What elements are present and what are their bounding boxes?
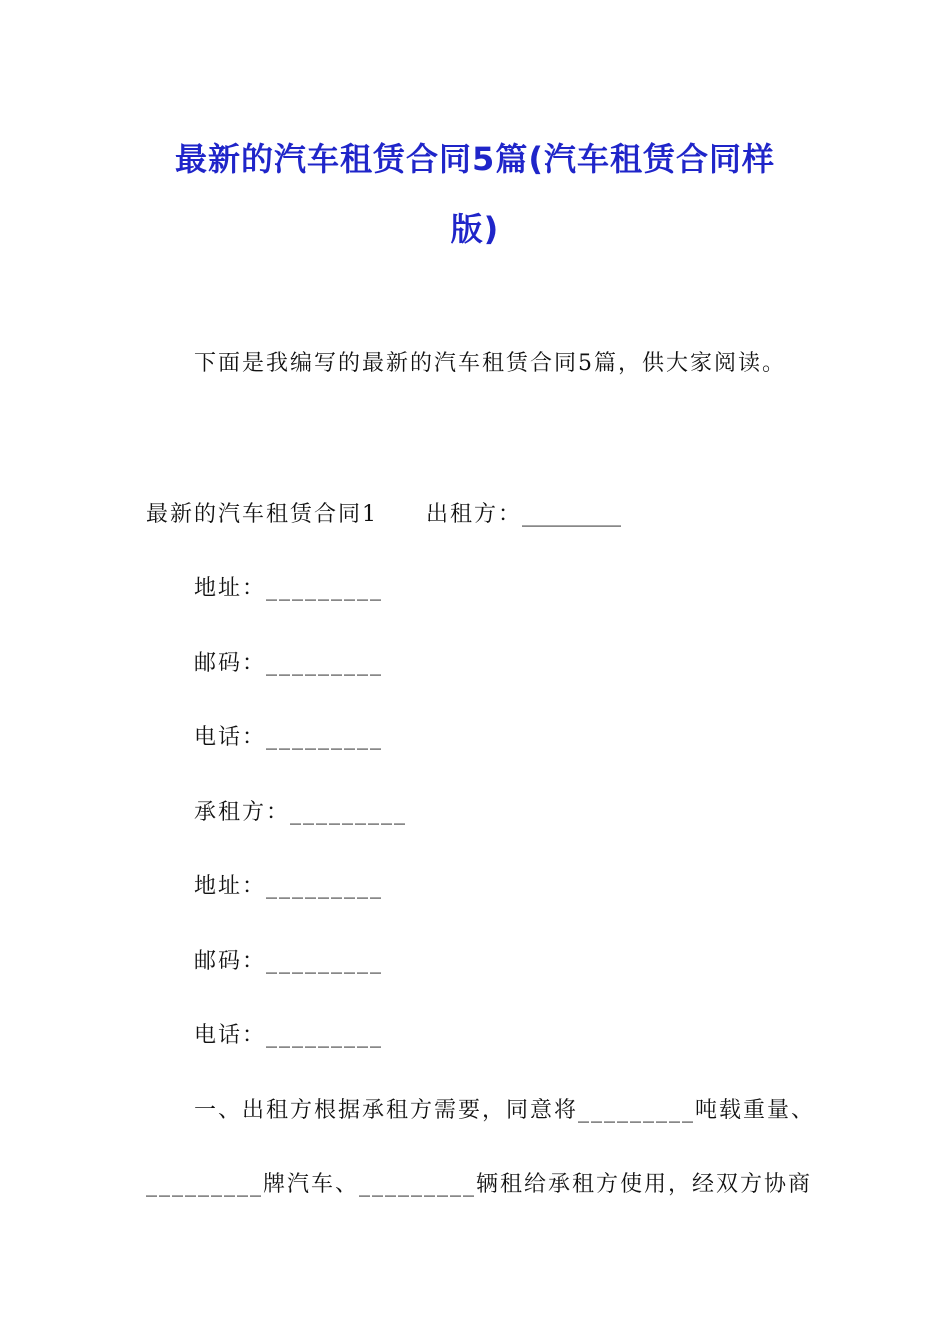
page-title-line-2: 版) [450,210,500,248]
lessor-label: 出租方： [426,502,523,527]
lessor-zip: 邮码：_________ [194,651,384,676]
lessor-phone: 电话：_________ [194,725,384,750]
lessee-line: 承租方：_________ [194,800,408,825]
contract-heading: 最新的汽车租赁合同1 [146,502,378,527]
intro-paragraph: 下面是我编写的最新的汽车租赁合同5篇，供大家阅读。 [194,351,786,376]
lessor-blank: _________ [522,502,622,527]
lessee-address: 地址：_________ [194,874,384,899]
lessee-phone: 电话：_________ [194,1023,384,1048]
clause-1-line-2: _________牌汽车、_________辆租给承租方使用，经双方协商 [146,1172,813,1197]
clause-1-line-1: 一、出租方根据承租方需要，同意将_________吨载重量、 [194,1098,816,1123]
lessor-address: 地址：_________ [194,576,384,601]
page-title-line-1: 最新的汽车租赁合同5篇(汽车租赁合同样 [175,140,775,178]
lessee-zip: 邮码：_________ [194,949,384,974]
lessor-line [426,497,621,528]
